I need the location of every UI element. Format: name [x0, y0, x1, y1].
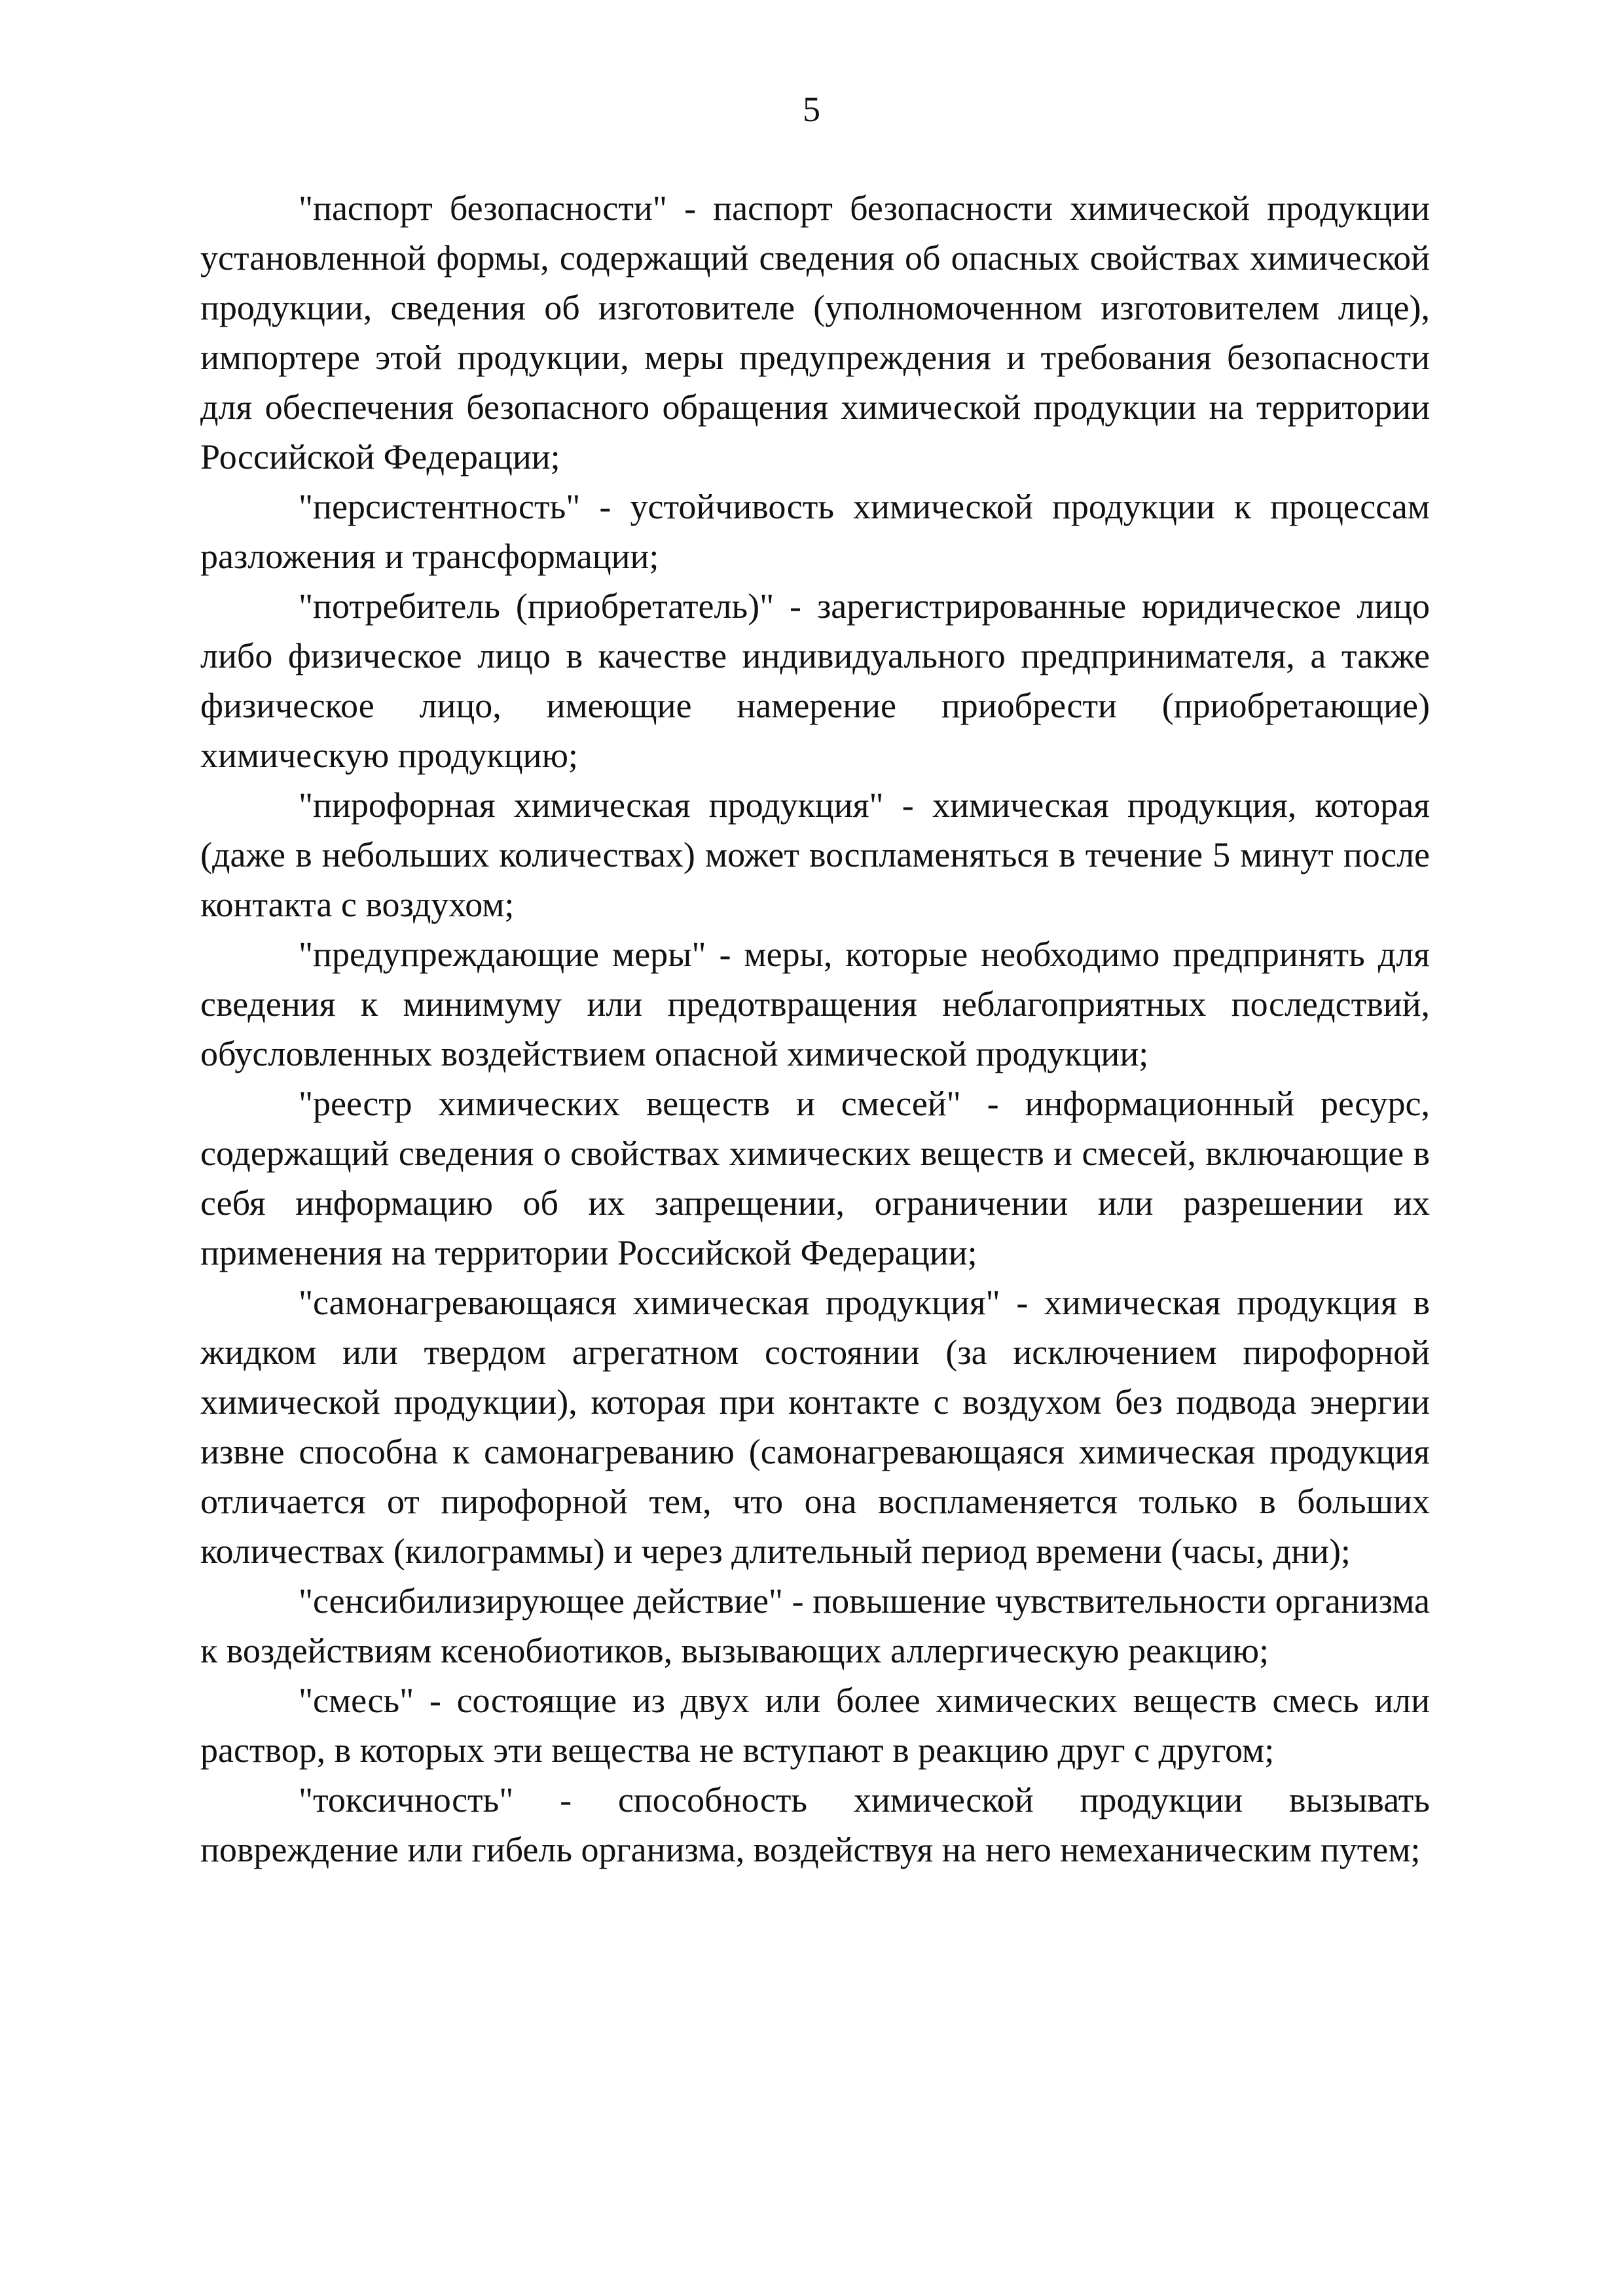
paragraph-persistence: "персистентность" - устойчивость химической продукции к процессам разложения и трансформации; — [200, 487, 1430, 576]
paragraph-precautionary-measures: "предупреждающие меры" - меры, которые необходимо предпринять для сведения к минимуму или предотвращения неблагоприятных последствий, обусловленных воздействием опасной химической продукции; — [200, 935, 1430, 1073]
document-body — [200, 183, 1430, 1874]
paragraph-pyrophoric: "пирофорная химическая продукция" - химическая продукция, которая (даже в небольших количествах) может воспламеняться в течение 5 минут после контакта с воздухом; — [200, 785, 1430, 924]
paragraph-consumer: "потребитель (приобретатель)" - зарегистрированные юридическое лицо либо физическое лицо в качестве индивидуального предпринимателя, а также физическое лицо, имеющие намерение приобрести (приобретающие) химическую продукцию; — [200, 586, 1430, 775]
paragraph-self-heating: "самонагревающаяся химическая продукция" - химическая продукция в жидком или твердом агрегатном состоянии (за исключением пирофорной химической продукции), которая при контакте с воздухом без подвода энергии извне способна к самонагреванию (самонагревающаяся химическая продукция отличается от пирофорной тем, что она воспламеняется только в больших количествах (килограммы) и через длительный период времени (часы, дни); — [200, 1283, 1430, 1571]
paragraph-chemical-registry: "реестр химических веществ и смесей" - информационный ресурс, содержащий сведения о свойствах химических веществ и смесей, включающие в себя информацию об их запрещении, ограничении или разрешении их применения на территории Российской Федерации; — [200, 1084, 1430, 1272]
paragraph-sensitizing-effect: "сенсибилизирующее действие" - повышение чувствительности организма к воздействиям ксенобиотиков, вызывающих аллергическую реакцию; — [200, 1581, 1430, 1670]
paragraph-toxicity: "токсичность" - способность химической продукции вызывать повреждение или гибель организма, воздействуя на него немеханическим путем; — [200, 1780, 1430, 1869]
page-number: 5 — [803, 90, 820, 129]
paragraph-mixture: "смесь" - состоящие из двух или более химических веществ смесь или раствор, в которых эти вещества не вступают в реакцию друг с другом; — [200, 1681, 1430, 1770]
paragraph-passport-safety: "паспорт безопасности" - паспорт безопасности химической продукции установленной формы, содержащий сведения об опасных свойствах химической продукции, сведения об изготовителе (уполномоченном изготовителем лице), импортере этой продукции, меры предупреждения и требования безопасности для обеспечения безопасного обращения химической продукции на территории Российской Федерации; — [200, 188, 1430, 476]
